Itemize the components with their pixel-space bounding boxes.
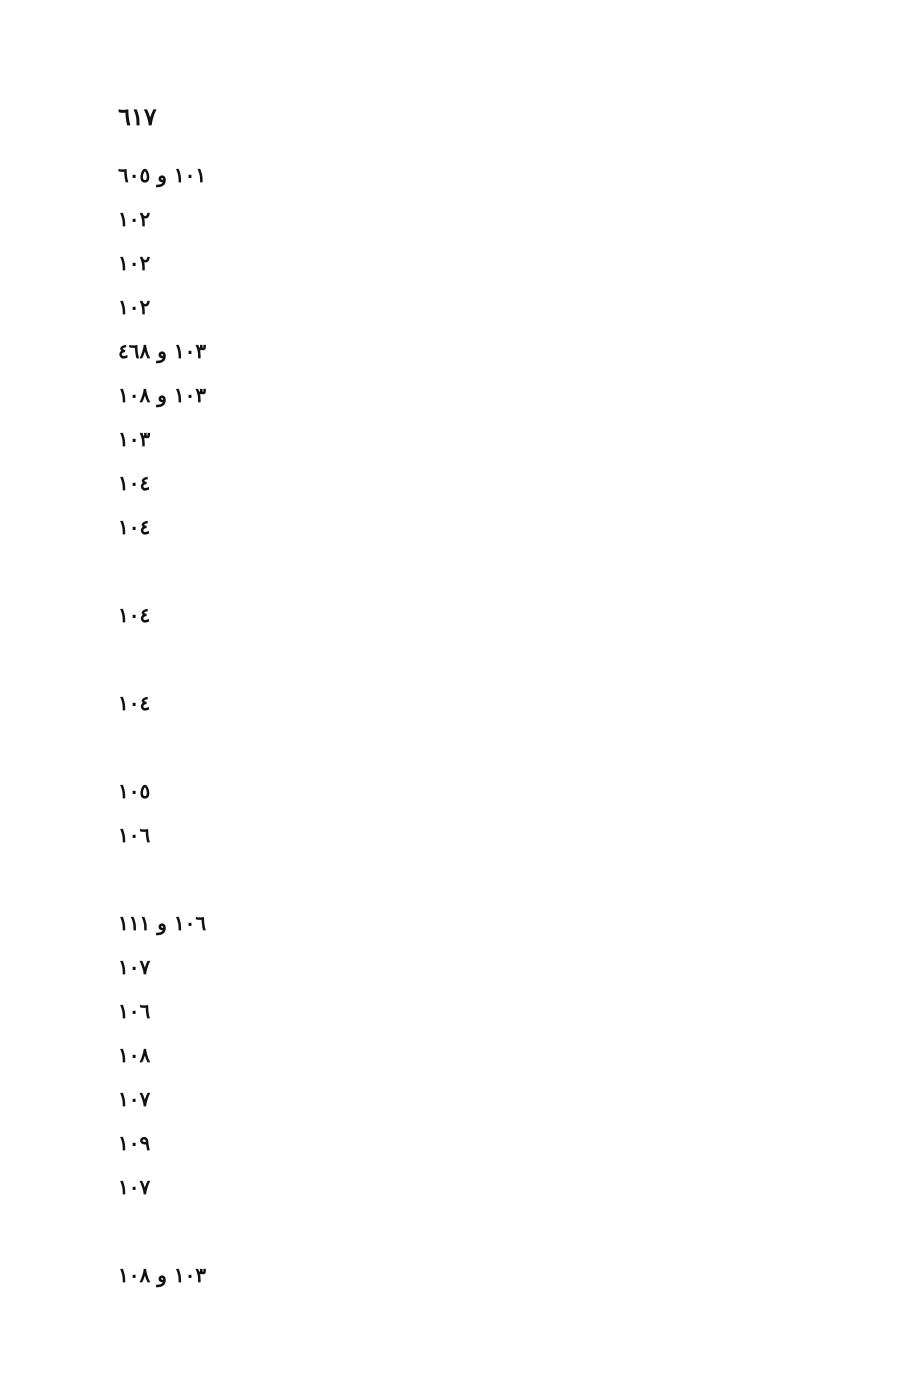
- entry-pages: ١٠٦: [118, 999, 151, 1023]
- entry-pages: ١٠٧: [118, 1087, 151, 1111]
- entry-pages: ١٠٢: [118, 207, 151, 231]
- entry-pages: ١٠٢: [118, 251, 151, 275]
- entry-pages: ١٠١ و ٦٠٥: [118, 163, 207, 187]
- entry-pages: ١٠٩: [118, 1131, 151, 1155]
- entry-pages: ١٠٥: [118, 779, 151, 803]
- entry-pages: ١٠٤: [118, 603, 151, 627]
- entry-pages: ١٠٦ و ١١١: [118, 911, 207, 935]
- entry-pages: ١٠٣: [118, 427, 151, 451]
- entry-pages: ١٠٣ و ١٠٨: [118, 1263, 207, 1287]
- entry-pages: ١٠٨: [118, 1043, 151, 1067]
- entry-pages: ١٠٦: [118, 823, 151, 847]
- page-number: ٦١٧: [118, 102, 157, 131]
- entry-pages: ١٠٧: [118, 1175, 151, 1199]
- entry-pages: ١٠٤: [118, 471, 151, 495]
- entry-pages: ١٠٣ و ١٠٨: [118, 383, 207, 407]
- entry-pages: ١٠٤: [118, 691, 151, 715]
- entry-pages: ١٠٢: [118, 295, 151, 319]
- entry-pages: ١٠٣ و ٤٦٨: [118, 339, 207, 363]
- entry-pages: ١٠٧: [118, 955, 151, 979]
- entry-pages: ١٠٤: [118, 515, 151, 539]
